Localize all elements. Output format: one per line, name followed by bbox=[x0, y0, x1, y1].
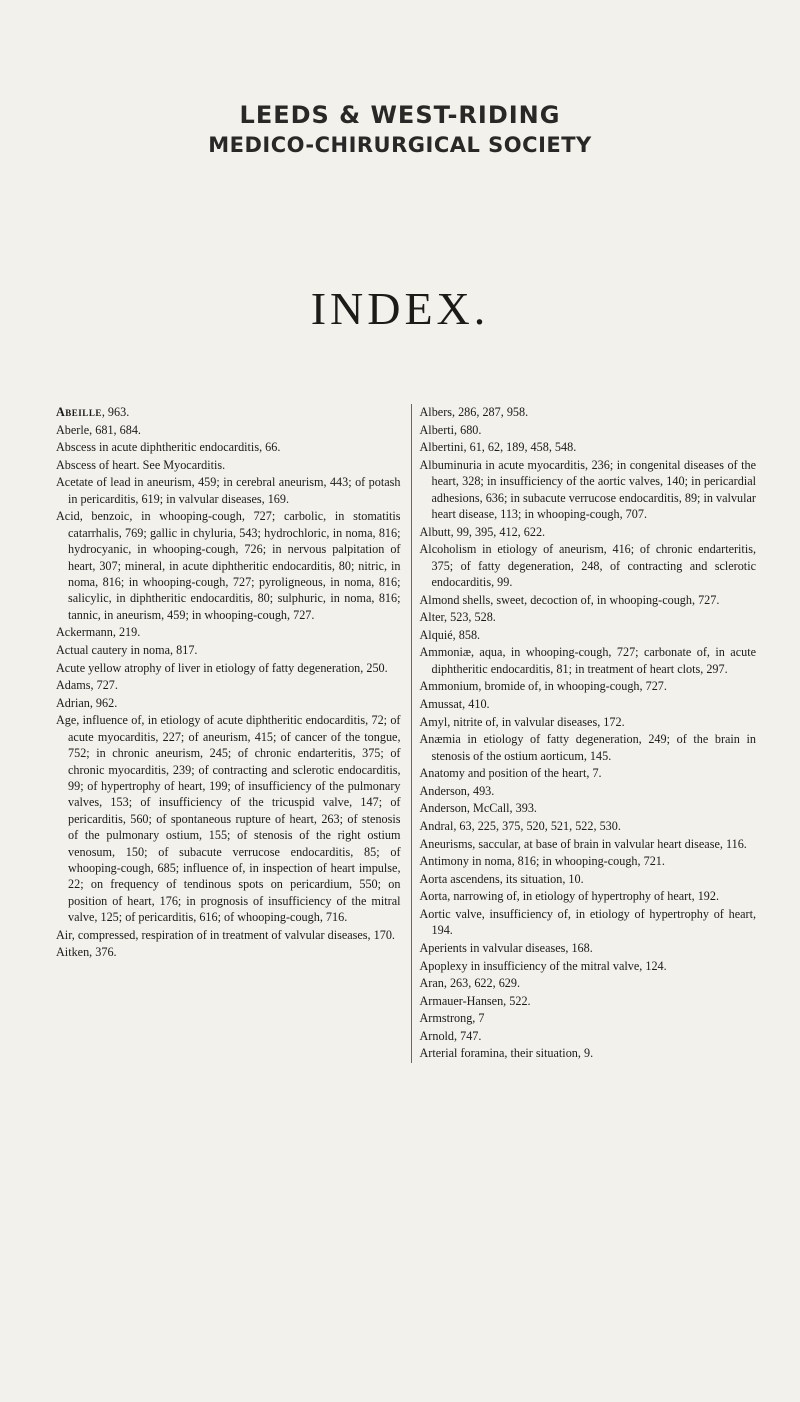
index-entry bbox=[420, 1028, 757, 1044]
index-entry bbox=[420, 457, 757, 523]
index-entry-text: Aitken, 376. bbox=[56, 945, 117, 960]
stamp-line-1: LEEDS & WEST-RIDING bbox=[239, 101, 561, 129]
index-entry bbox=[56, 508, 401, 623]
index-entry-head: Abeille bbox=[56, 405, 102, 419]
index-entry bbox=[420, 678, 757, 694]
index-entry-text: , 963. bbox=[101, 405, 130, 419]
index-entry bbox=[420, 818, 757, 834]
index-entry-text: Adams, 727. bbox=[56, 678, 118, 693]
index-entry-text: Acetate of lead in aneurism, 459; in cerebral aneurism, 443; of potash in pericarditis, 619; in valvular diseases, 169. bbox=[56, 475, 401, 506]
index-entry bbox=[420, 422, 757, 438]
index-entry bbox=[56, 624, 401, 640]
index-entry-text: Ammoniæ, aqua, in whooping-cough, 727; carbonate of, in acute diphtheritic endocarditis, 81; in treatment of heart clots, 297. bbox=[419, 645, 756, 676]
index-entry bbox=[56, 457, 401, 473]
index-entry-text: Apoplexy in insufficiency of the mitral valve, 124. bbox=[419, 958, 667, 973]
index-entry-text: Adrian, 962. bbox=[56, 695, 118, 710]
index-entry-text: Andral, 63, 225, 375, 520, 521, 522, 530. bbox=[419, 818, 621, 833]
index-entry bbox=[420, 993, 757, 1009]
index-entry-text: Air, compressed, respiration of in treatment of valvular diseases, 170. bbox=[56, 927, 395, 942]
index-entry bbox=[420, 1010, 757, 1026]
index-entry bbox=[420, 731, 757, 764]
index-entry bbox=[420, 696, 757, 712]
index-entry-text: Anatomy and position of the heart, 7. bbox=[419, 766, 602, 781]
index-entry bbox=[56, 474, 401, 507]
index-entry bbox=[420, 609, 757, 625]
index-columns bbox=[56, 404, 756, 1063]
index-entry-text: Actual cautery in noma, 817. bbox=[56, 643, 198, 657]
index-entry bbox=[420, 783, 757, 799]
index-entry bbox=[420, 439, 757, 455]
index-entry bbox=[56, 927, 401, 943]
index-entry-text: Aran, 263, 622, 629. bbox=[419, 976, 521, 991]
index-entry bbox=[56, 422, 401, 438]
index-entry-text: Arnold, 747. bbox=[419, 1028, 482, 1043]
index-entry-text: Age, influence of, in etiology of acute diphtheritic endocarditis, 72; of acute myocarditis, 227; of aneurism, 415; of cancer of the tongue, 752; in chronic aneurism, 245; of chronic endarteritis, 375; of chronic myocarditis, 239; of contracting and sclerotic endocarditis, 99; of hypertrophy of heart, 199; of insufficiency of the pulmonary valves, 153; of insufficiency of the tricuspid valve, 147; of pericarditis, 560; of spontaneous rupture of heart, 263; of stenosis of the pulmonary ostium, 155; of stenosis of the right ostium venosum, 150; of subacute verrucose endocarditis, 85; of whooping-cough, 685; influence of, in inspection of heart impulse, 22; on frequency of tendinous spots on pericardium, 550; on position of heart, 176; in prognosis of insufficiency of the mitral valve, 125; of pericarditis, 616; of whooping-cough, 716. bbox=[56, 713, 401, 925]
index-entry-text: Alcoholism in etiology of aneurism, 416; of chronic endarteritis, 375; of fatty degeneration, 248, of contracting and sclerotic endocarditis, 99. bbox=[419, 542, 756, 589]
index-entry-text: Albers, 286, 287, 958. bbox=[419, 405, 529, 419]
index-entry bbox=[420, 765, 757, 781]
index-entry bbox=[420, 541, 757, 590]
index-entry bbox=[56, 712, 401, 925]
index-entry bbox=[420, 871, 757, 887]
index-entry bbox=[56, 944, 401, 960]
index-entry-text: Ammonium, bromide of, in whooping-cough, 727. bbox=[419, 679, 667, 694]
index-entry bbox=[420, 958, 757, 974]
index-entry bbox=[56, 404, 401, 420]
index-entry bbox=[420, 906, 757, 939]
index-entry-text: Ackermann, 219. bbox=[56, 625, 141, 640]
index-column-right bbox=[411, 404, 757, 1063]
index-entry bbox=[420, 1045, 757, 1061]
index-column-left bbox=[56, 404, 401, 1063]
index-entry bbox=[420, 853, 757, 869]
index-entry-text: Aorta, narrowing of, in etiology of hypertrophy of heart, 192. bbox=[419, 889, 720, 904]
index-entry bbox=[420, 644, 757, 677]
index-entry-text: Arterial foramina, their situation, 9. bbox=[419, 1046, 594, 1061]
index-entry bbox=[420, 800, 757, 816]
page-title: INDEX. bbox=[310, 283, 490, 334]
index-entry bbox=[56, 695, 401, 711]
index-entry-text: Abscess of heart. See Myocarditis. bbox=[56, 457, 226, 472]
index-entry-text: Alberti, 680. bbox=[419, 422, 482, 437]
index-entry-text: Almond shells, sweet, decoction of, in whooping-cough, 727. bbox=[419, 592, 720, 607]
index-entry-text: Anderson, 493. bbox=[419, 783, 495, 798]
stamp-line-2: MEDICO-CHIRURGICAL SOCIETY bbox=[208, 133, 592, 157]
index-entry-text: Alquié, 858. bbox=[419, 627, 481, 642]
index-entry-text: Abscess in acute diphtheritic endocarditis, 66. bbox=[56, 440, 281, 455]
index-entry-text: Amussat, 410. bbox=[419, 696, 490, 711]
index-entry-text: Anderson, McCall, 393. bbox=[419, 801, 537, 816]
index-entry bbox=[56, 439, 401, 455]
index-entry-text: Albertini, 61, 62, 189, 458, 548. bbox=[419, 440, 577, 455]
index-entry-text: Anæmia in etiology of fatty degeneration, 249; of the brain in stenosis of the ostium aorticum, 145. bbox=[419, 732, 756, 763]
index-entry bbox=[420, 888, 757, 904]
index-entry-text: Armauer-Hansen, 522. bbox=[419, 993, 531, 1008]
index-entry-text: Acid, benzoic, in whooping-cough, 727; carbolic, in stomatitis catarrhalis, 769; gallic in chyluria, 543; hydrochloric, in noma, 816; hydrocyanic, in whooping-cough, 726; in nervous palpitation of heart, 307; mineral, in acute diphtheritic endocarditis, 80; nitric, in noma, 816; in whooping-cough, 727; pyroligneous, in noma, 816; salicylic, in diphtheritic endocarditis, 80; sulphuric, in noma, 816; tannic, in aneurism, 459; in whooping-cough, 727. bbox=[56, 509, 401, 622]
index-entry bbox=[420, 627, 757, 643]
index-entry bbox=[420, 836, 757, 852]
index-entry-text: Aortic valve, insufficiency of, in etiology of hypertrophy of heart, 194. bbox=[419, 906, 756, 938]
index-entry-text: Aorta ascendens, its situation, 10. bbox=[419, 871, 584, 886]
index-entry bbox=[56, 677, 401, 693]
index-entry-text: Antimony in noma, 816; in whooping-cough, 721. bbox=[419, 854, 665, 869]
index-entry bbox=[420, 975, 757, 991]
index-entry bbox=[420, 714, 757, 730]
index-entry bbox=[420, 524, 757, 540]
index-entry bbox=[420, 940, 757, 956]
index-entry-text: Acute yellow atrophy of liver in etiology of fatty degeneration, 250. bbox=[56, 660, 388, 675]
index-entry bbox=[420, 404, 757, 420]
index-entry-text: Alter, 523, 528. bbox=[419, 610, 496, 625]
index-entry bbox=[56, 660, 401, 676]
index-entry-text: Aneurisms, saccular, at base of brain in valvular heart disease, 116. bbox=[419, 836, 747, 851]
index-entry-text: Albutt, 99, 395, 412, 622. bbox=[419, 524, 546, 539]
index-entry-text: Armstrong, 7 bbox=[419, 1011, 485, 1026]
index-entry-text: Aberle, 681, 684. bbox=[56, 422, 141, 437]
index-entry bbox=[420, 592, 757, 608]
index-entry bbox=[56, 642, 401, 658]
index-entry-text: Amyl, nitrite of, in valvular diseases, 172. bbox=[419, 714, 625, 729]
index-entry-text: Albuminuria in acute myocarditis, 236; in congenital diseases of the heart, 328; in insufficiency of the aortic valves, 140; in pericardial adhesions, 636; in subacute verrucose endocarditis, 89; in valvular heart disease, 113; in whooping-cough, 707. bbox=[419, 457, 756, 521]
index-entry-text: Aperients in valvular diseases, 168. bbox=[419, 940, 593, 955]
society-stamp bbox=[0, 100, 800, 160]
